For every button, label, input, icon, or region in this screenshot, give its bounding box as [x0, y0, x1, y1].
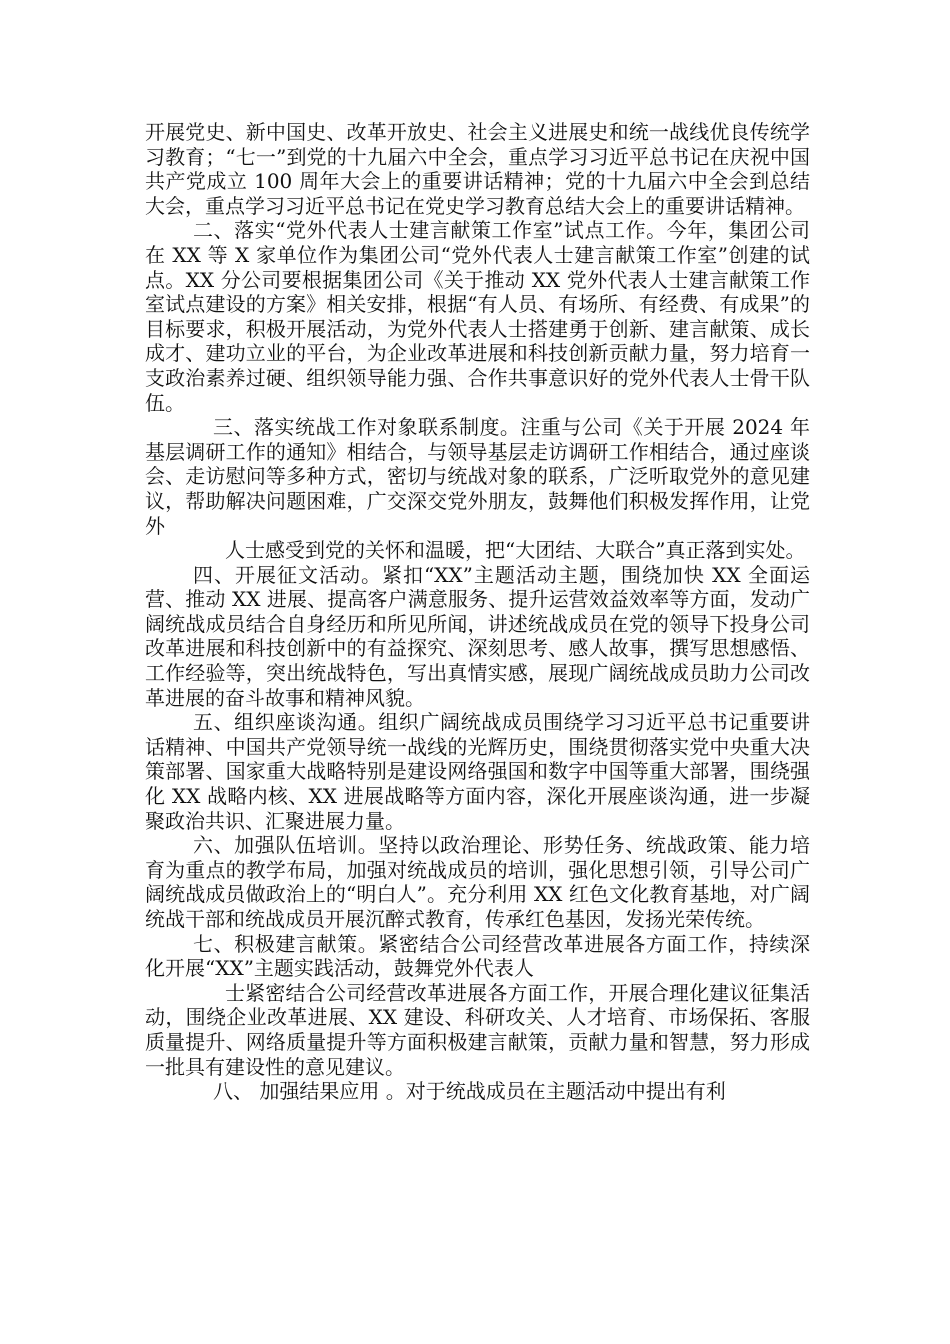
- paragraph-section-eight: 八、 加强结果应用 。对于统战成员在主题活动中提出有利: [213, 1079, 726, 1104]
- paragraph-section-seven: 七、积极建言献策。紧密结合公司经营改革进展各方面工作，持续深化开展“XX”主题实践活动，鼓舞党外代表人: [145, 931, 810, 981]
- paragraph-section-seven-continued: 士紧密结合公司经营改革进展各方面工作，开展合理化建议征集活动，围绕企业改革进展、XX 建设、科研攻关、人才培育、市场保拓、客服质量提升、网络质量提升等方面积极建言献策，贡献力量和智慧，努力形成一批具有建设性的意见建议。: [145, 980, 810, 1079]
- paragraph-study-education: 开展党史、新中国史、改革开放史、社会主义进展史和统一战线优良传统学习教育；“七一”到党的十九届六中全会，重点学习习近平总书记在庆祝中国共产党成立 100 周年大会上的重要讲话精神；党的十九届六中全会到总结大会，重点学习习近平总书记在党史学习教育总结大会上的重要讲话精神。: [145, 120, 810, 218]
- paragraph-section-four: 四、开展征文活动。紧扣“XX”主题活动主题，围绕加快 XX 全面运营、推动 XX 进展、提高客户满意服务、提升运营效益效率等方面，发动广阔统战成员结合自身经历和所见所闻，讲述统战成员在党的领导下投身公司改革进展和科技创新中的有益探究、深刻思考、感人故事，撰写思想感悟、工作经验等，突出统战特色，写出真情实感，展现广阔统战成员助力公司改革进展的奋斗故事和精神风貌。: [145, 562, 810, 710]
- paragraph-section-two: 二、落实“党外代表人士建言献策工作室”试点工作。今年，集团公司在 XX 等 X 家单位作为集团公司“党外代表人士建言献策工作室”创建的试点。XX 分公司要根据集团公司《关于推动 XX 党外代表人士建言献策工作室试点建设的方案》相关安排，根据“有人员、有场所、有经费、有成果”的目标要求，积极开展活动，为党外代表人士搭建勇于创新、建言献策、成长成才、建功立业的平台，为企业改革进展和科技创新贡献力量，努力培育一支政治素养过硬、组织领导能力强、合作共事意识好的党外代表人士骨干队伍。: [145, 218, 810, 415]
- paragraph-section-three: 三、落实统战工作对象联系制度。注重与公司《关于开展 2024 年基层调研工作的通知》相结合，与领导基层走访调研工作相结合，通过座谈会、走访慰问等多种方式，密切与统战对象的联系，广泛听取党外的意见建议，帮助解决问题困难，广交深交党外朋友，鼓舞他们积极发挥作用，让党外: [145, 415, 810, 538]
- document-body: [145, 120, 810, 1104]
- paragraph-section-three-continued: 人士感受到党的关怀和温暖，把“大团结、大联合”真正落到实处。: [225, 538, 806, 563]
- paragraph-section-six: 六、加强队伍培训。坚持以政治理论、形势任务、统战政策、能力培育为重点的教学布局，加强对统战成员的培训，强化思想引领，引导公司广阔统战成员做政治上的“明白人”。充分利用 XX 红色文化教育基地，对广阔统战干部和统战成员开展沉醉式教育，传承红色基因，发扬光荣传统。: [145, 833, 810, 931]
- paragraph-section-five: 五、组织座谈沟通。组织广阔统战成员围绕学习习近平总书记重要讲话精神、中国共产党领导统一战线的光辉历史，围绕贯彻落实党中央重大决策部署、国家重大战略特别是建设网络强国和数字中国等重大部署，围绕强化 XX 战略内核、XX 进展战略等方面内容，深化开展座谈沟通，进一步凝聚政治共识、汇聚进展力量。: [145, 710, 810, 833]
